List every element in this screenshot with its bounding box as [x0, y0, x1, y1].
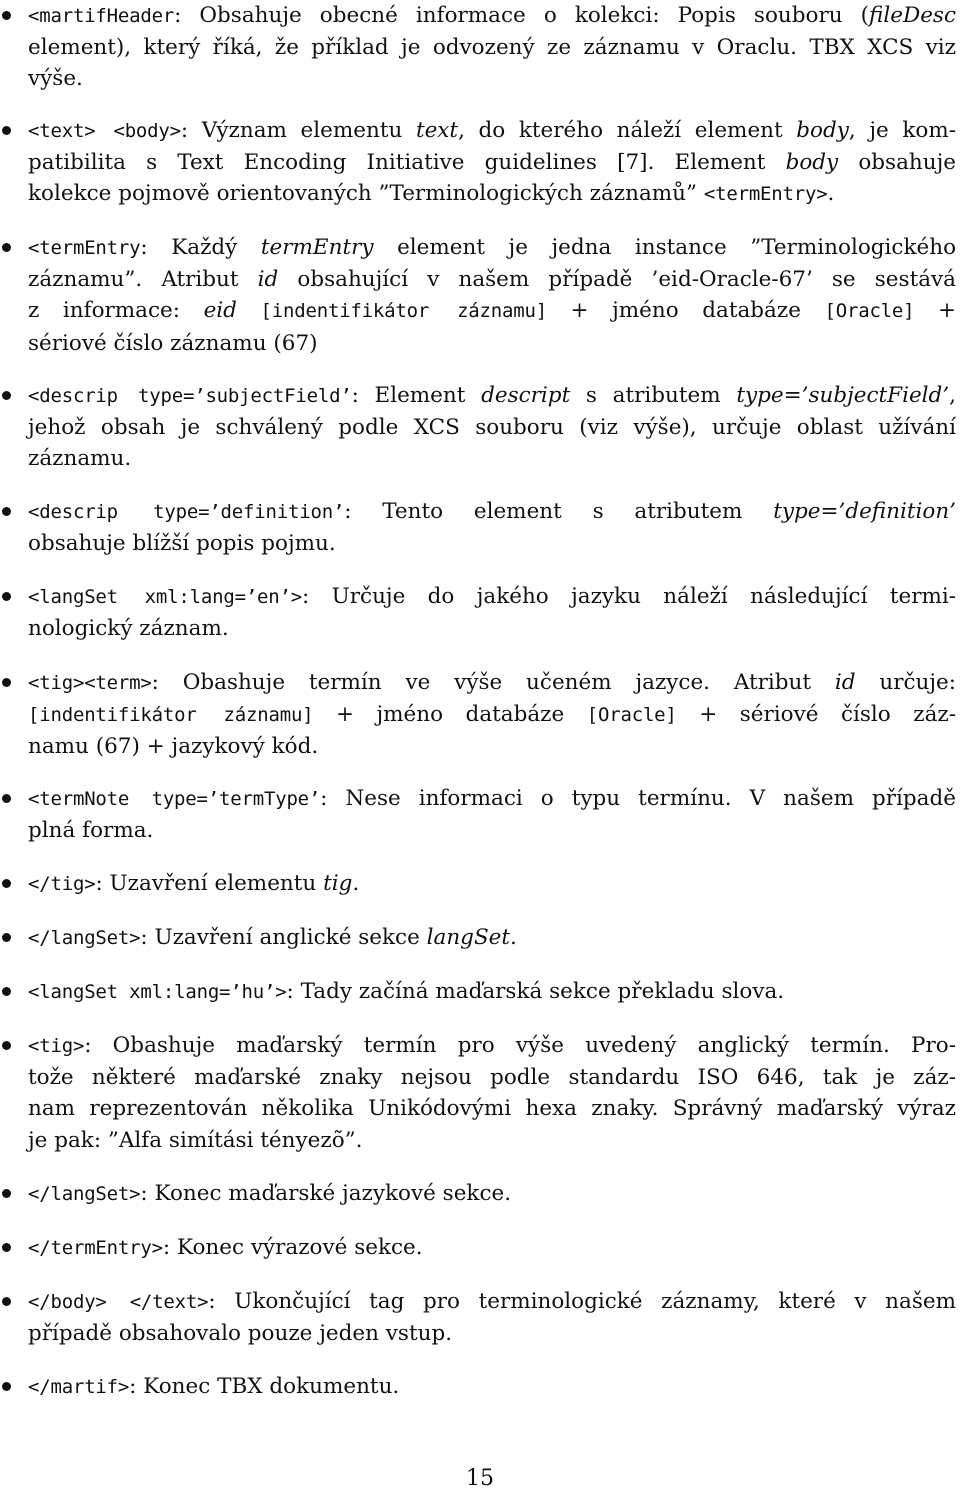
text-line [28, 178, 956, 210]
text-span: : Uzavření elementu [95, 871, 324, 896]
italic-span: fileDesc [869, 3, 956, 28]
bullet-icon [2, 1189, 11, 1198]
code-span: <langSet xml:lang=’en’> [28, 586, 303, 608]
text-line [28, 1030, 956, 1062]
italic-span: body [796, 118, 849, 143]
code-span: [indentifikátor záznamu] [28, 704, 314, 727]
text-line [28, 232, 956, 264]
text-span: patibilita s Text Encoding Initiative guidelines [7]. Element [28, 150, 786, 176]
text-span: výše. [28, 66, 83, 92]
code-span: <langSet xml:lang=’hu’> [28, 981, 287, 1003]
italic-span: type=’definition’ [773, 499, 957, 524]
text-span: . [510, 925, 517, 950]
text-span: , do kterého náleží element [458, 118, 797, 143]
text-span: plná forma. [28, 818, 154, 844]
text-span: + jméno databáze [313, 702, 587, 728]
code-span: </langSet> [28, 1183, 141, 1205]
text-span: , je kom- [848, 118, 956, 143]
italic-span: eid [203, 298, 237, 324]
code-span: <descrip type=’definition’ [28, 501, 345, 523]
list-item-text [28, 380, 956, 475]
italic-span: termEntry [260, 235, 374, 260]
text-span: : Uzavření anglické sekce [140, 925, 427, 950]
text-line [28, 815, 956, 846]
text-line [28, 32, 956, 63]
text-line [28, 731, 956, 762]
italic-span: body [785, 150, 839, 176]
list-item-text [28, 115, 956, 211]
list-item-text [28, 232, 956, 359]
list-item-text [28, 1371, 956, 1403]
text-span: + jméno databáze [546, 298, 825, 324]
text-span: : Konec výrazové sekce. [162, 1235, 423, 1260]
text-span: + [914, 298, 956, 324]
text-span: . [827, 181, 835, 207]
text-line [28, 412, 956, 443]
text-span: obsahuje [838, 150, 956, 176]
text-span: z informace: [28, 298, 204, 324]
text-span: záznamu”. Atribut [28, 267, 258, 293]
text-span: + sériové číslo záz- [676, 702, 956, 728]
text-line [28, 1125, 956, 1156]
text-span: tože některé maďarské znaky nejsou podle standardu ISO 646, tak je záz- [28, 1065, 956, 1091]
text-span: element), který říká, že příklad je odvozený ze záznamu v Oraclu. TBX XCS viz [28, 35, 956, 61]
text-line [28, 328, 956, 359]
text-line [28, 1178, 956, 1210]
text-line [28, 115, 956, 147]
list-item-text [28, 0, 956, 95]
bullet-icon [2, 987, 11, 996]
code-span: </tig> [28, 873, 96, 895]
text-line [28, 868, 956, 900]
code-span: <termNote type=’termType’ [28, 788, 321, 810]
italic-span: id [257, 267, 279, 293]
text-span: : Nese informaci o typu termínu. V našem případě [320, 786, 956, 811]
bullet-icon [2, 592, 11, 601]
text-line [28, 1062, 956, 1093]
text-span: : Konec maďarské jazykové sekce. [140, 1181, 512, 1206]
code-span: </body> </text> [28, 1291, 209, 1313]
text-span [237, 298, 261, 323]
italic-span: tig [323, 871, 353, 896]
text-line [28, 783, 956, 815]
text-span: : Obashuje maďarský termín pro výše uvedený anglický termín. Pro- [84, 1033, 956, 1058]
text-span: : Konec TBX dokumentu. [129, 1374, 400, 1399]
text-line [28, 443, 956, 474]
italic-span: text [415, 118, 459, 143]
list-item-text [28, 581, 956, 644]
text-line [28, 976, 956, 1008]
text-line [28, 528, 956, 559]
text-span: : Obashuje termín ve výše učeném jazyce. Atribut [151, 670, 835, 695]
bullet-icon [2, 1382, 11, 1391]
bullet-icon [2, 243, 11, 252]
text-span: . [352, 871, 360, 896]
list-item-text [28, 922, 956, 954]
list-item-text [28, 1030, 956, 1156]
code-span: [Oracle] [586, 704, 677, 727]
list-item-text [28, 1232, 956, 1264]
code-span: </martif> [28, 1376, 130, 1398]
text-span: namu (67) + jazykový kód. [28, 734, 319, 760]
bullet-icon [2, 507, 11, 516]
list-item-text [28, 667, 956, 763]
text-span: obsahující v našem případě ’eid-Oracle-67’ se sestává [278, 267, 956, 293]
text-span: je pak: ”Alfa simítási tényezõ”. [28, 1127, 363, 1153]
text-span: jehož obsah je schválený podle XCS souboru (viz výše), určuje oblast užívání [28, 415, 956, 441]
text-line [28, 264, 956, 295]
text-span: : Tady začíná maďarská sekce překladu slova. [286, 979, 785, 1004]
text-line [28, 63, 956, 94]
code-span: <tig><term> [28, 672, 152, 694]
text-span: nam reprezentován několika Unikódovými hexa znaky. Správný maďarský výraz [28, 1096, 956, 1122]
text-line [28, 699, 956, 731]
code-span: [indentifikátor záznamu] [260, 300, 547, 323]
text-line [28, 380, 956, 412]
list-item-text [28, 868, 956, 900]
text-span: kolekce pojmově orientovaných ”Terminologických záznamů” [28, 181, 704, 207]
text-span: záznamu. [28, 446, 132, 472]
bullet-icon [2, 1041, 11, 1050]
text-line [28, 295, 956, 327]
list-item-text [28, 496, 956, 559]
text-span: nologický záznam. [28, 616, 229, 642]
text-span: obsahuje blížší popis pojmu. [28, 531, 336, 557]
text-line [28, 1318, 956, 1349]
list-item-text [28, 1178, 956, 1210]
code-span: </termEntry> [28, 1237, 163, 1259]
italic-span: descript [481, 383, 571, 408]
text-line [28, 1093, 956, 1124]
bullet-icon [2, 391, 11, 400]
text-line [28, 613, 956, 644]
code-span: <descrip type=’subjectField’ [28, 385, 352, 407]
bullet-icon [2, 1297, 11, 1306]
text-span: určuje: [855, 670, 956, 695]
text-line [28, 581, 956, 613]
text-span: : Určuje do jakého jazyku náleží následující termi- [302, 584, 956, 609]
code-span: <tig> [28, 1035, 85, 1057]
code-span: <termEntry> [703, 183, 828, 206]
list-item-text [28, 976, 956, 1008]
text-span: : Ukončující tag pro terminologické záznamy, které v našem [208, 1289, 956, 1314]
bullet-icon [2, 933, 11, 942]
list-item-text [28, 1286, 956, 1349]
bullet-icon [2, 11, 11, 20]
text-span: : Význam elementu [180, 118, 416, 143]
page-number: 15 [466, 1466, 494, 1491]
text-line [28, 147, 956, 178]
bullet-icon [2, 1243, 11, 1252]
list-item-text [28, 783, 956, 846]
text-line [28, 1286, 956, 1318]
bullet-icon [2, 879, 11, 888]
code-span: <text> <body> [28, 120, 181, 142]
code-span: <martifHeader [28, 5, 175, 27]
text-line [28, 0, 956, 32]
bullet-icon [2, 794, 11, 803]
bullet-icon [2, 678, 11, 687]
text-span: , [949, 383, 956, 408]
text-span: případě obsahovalo pouze jeden vstup. [28, 1321, 453, 1347]
italic-span: langSet [426, 925, 511, 950]
italic-span: id [834, 670, 856, 695]
text-line [28, 1371, 956, 1403]
text-span: : Element [351, 383, 482, 408]
code-span: <termEntry [28, 237, 141, 259]
text-span: element je jedna instance ”Terminologického [373, 235, 957, 260]
text-span: sériové číslo záznamu (67) [28, 330, 318, 356]
text-span: s atributem [570, 383, 737, 408]
text-line [28, 496, 956, 528]
text-line [28, 667, 956, 699]
code-span: [Oracle] [824, 300, 915, 323]
bullet-icon [2, 126, 11, 135]
text-span: : Každý [140, 235, 261, 260]
text-line [28, 922, 956, 954]
text-span: : Obsahuje obecné informace o kolekci: Popis souboru ( [174, 3, 870, 28]
code-span: </langSet> [28, 927, 141, 949]
text-line [28, 1232, 956, 1264]
italic-span: type=’subjectField’ [736, 383, 950, 408]
text-span: : Tento element s atributem [344, 499, 774, 524]
